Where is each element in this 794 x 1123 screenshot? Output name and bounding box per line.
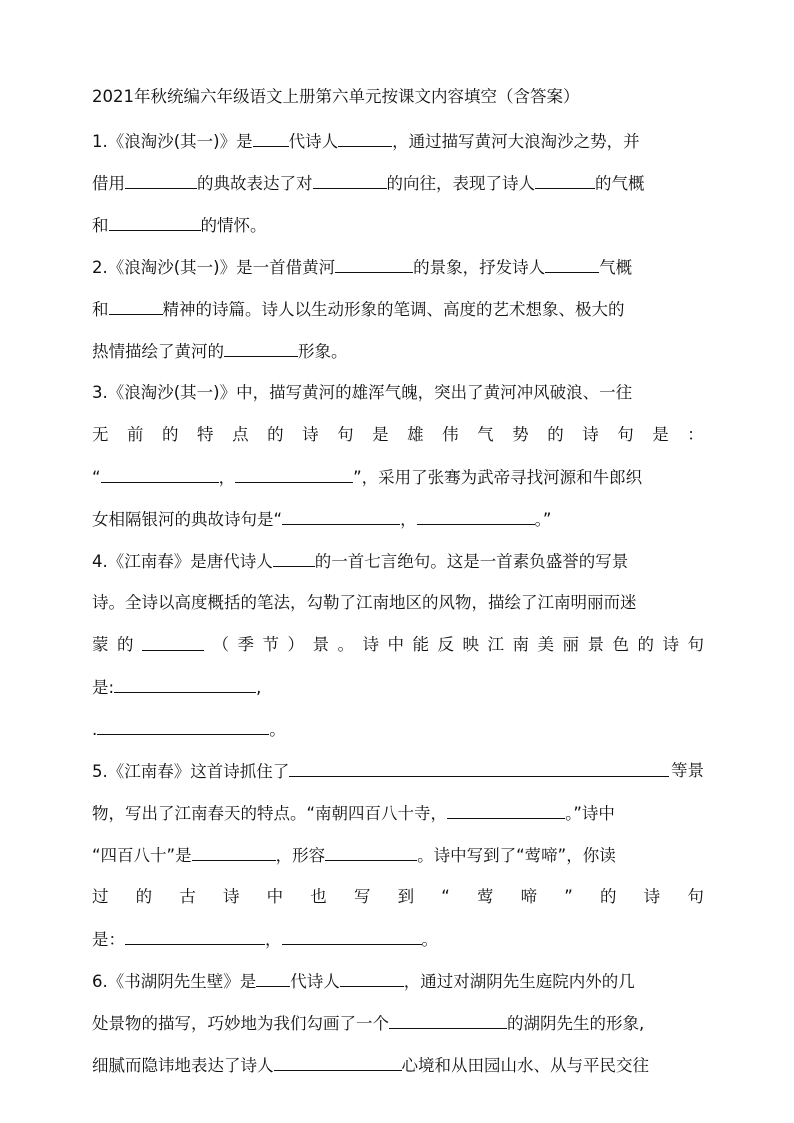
q1-blank-dynasty[interactable] [253,130,289,147]
q3-line-2-char: 势 [512,425,529,444]
q6-text: ，通过对湖阴先生庭院内外的几 [403,972,635,991]
q3-text: ”，采用了张骞为武帝寻找河源和牛郎织 [353,468,643,487]
q2-text: 和 [92,300,109,319]
q6-blank-poet[interactable] [340,970,404,987]
q5-line-4-char: 也 [310,887,327,906]
q5-text: 。 [421,930,438,949]
q4-line-3-char: 季 [237,635,254,654]
q1-text: 的情怀。 [200,216,267,235]
q5-text: 。”诗中 [565,804,615,823]
q6-text: 心境和从田园山水、从与平民交往 [401,1056,649,1075]
q4-line-5 [92,718,704,741]
q5-line-4-char: 的 [135,887,153,906]
q5-line-5 [92,928,704,951]
q5-line-4-char: ” [564,887,573,906]
q3-line-2-char: ： [687,425,704,444]
q4-line-3-char: 蒙 [92,635,109,654]
q6-line-2 [92,1012,704,1035]
q3-text: “ [92,468,101,487]
q4-line-3-char: 中 [387,635,404,654]
q4-line-3-char: 的 [117,635,134,654]
q5-text: 是： [92,930,125,949]
q5-blank-line-a[interactable] [125,928,265,945]
q4-line-3-blank[interactable] [142,634,204,651]
q6-line-1 [92,970,704,993]
q3-text: ， [218,468,236,487]
q4-line-3-char: 能 [412,635,429,654]
q4-line-3-char: 节 [262,635,279,654]
q4-text: , [256,678,262,697]
q5-text: ，形容 [275,846,326,865]
q4-line-4 [92,676,704,699]
q4-line-3-char: 映 [462,635,479,654]
q3-line-2-char: 无 [92,425,109,444]
q6-blank-image[interactable] [389,1012,507,1029]
q5-line-4-char: 的 [600,887,617,906]
q3-line-2-char: 是 [652,425,669,444]
q4-line-3-char: 句 [687,635,704,654]
q4-line-3-char: 景 [312,635,329,654]
q4-line-3-char: （ [212,635,229,654]
q3-line-1: 3.《浪淘沙(其一)》中，描写黄河的雄浑气魄，突出了黄河冲风破浪、一往 [92,383,633,402]
q3-line-2-char: 的 [267,425,284,444]
q2-text: 热情描绘了黄河的 [92,342,224,361]
q5-text: 等景 [671,761,704,780]
q3-line-4 [92,508,704,531]
q5-blank-verse[interactable] [447,802,565,819]
q3-line-2-char: 伟 [442,425,459,444]
q1-blank-allusion[interactable] [125,172,197,189]
q2-line-1 [92,256,704,279]
q3-line-2-char: 诗 [302,425,319,444]
q5-line-4-char: “ [441,887,450,906]
q4-line-3-char: 。 [337,635,354,654]
q4-line-3 [92,634,704,656]
q3-line-2-char: 的 [162,425,179,444]
q6-blank-mood[interactable] [274,1054,402,1071]
q3-line-2-char: 是 [372,425,389,444]
q2-blank-scene[interactable] [335,256,413,273]
q5-blank-describe[interactable] [325,844,417,861]
q5-line-4-char: 到 [397,887,415,906]
q5-text: “四百八十”是 [92,846,192,865]
q4-text: 的一首七言绝句。这是一首素负盛誉的写景 [314,552,629,571]
q4-line-3-char: 南 [512,635,529,654]
q5-line-4-char: 中 [266,887,284,906]
q5-line-2 [92,802,704,825]
q3-line-2-char: 特 [197,425,214,444]
q5-line-4-char: 诗 [222,887,240,906]
q3-blank-allusion-a[interactable] [282,508,400,525]
q6-text: 处景物的描写，巧妙地为我们勾画了一个 [92,1014,389,1033]
q5-line-4-char: 古 [179,887,196,906]
q6-text: 代诗人 [290,972,340,991]
q6-blank-dynasty[interactable] [256,970,290,987]
q5-line-4 [92,886,704,908]
q3-blank-line-a[interactable] [101,466,219,483]
q6-line-3 [92,1054,704,1077]
q5-blank-meaning[interactable] [192,844,276,861]
q3-line-2-char: 雄 [407,425,424,444]
q4-line-3-char: ） [287,635,304,654]
q2-text: 形象。 [298,342,348,361]
q3-text: 。” [534,510,552,529]
q4-line-3-char: 江 [487,635,504,654]
q5-line-4-char: 句 [687,887,704,906]
q2-blank-spirit-2[interactable] [109,298,163,315]
q2-text: 精神的诗篇。诗人以生动形象的笔调、高度的艺术想象、极大的 [162,300,625,319]
q1-blank-poet[interactable] [338,130,392,147]
q3-line-2-char: 句 [337,425,354,444]
q5-text: 。诗中写到了“莺啼”，你读 [417,846,616,865]
q1-line-2 [92,172,704,195]
q3-blank-allusion-b[interactable] [417,508,535,525]
q1-blank-aspiration[interactable] [313,172,387,189]
q4-text: 4.《江南春》是唐代诗人 [92,552,273,571]
q4-blank-poet[interactable] [273,550,315,567]
q1-text: 1.《浪淘沙(其一)》是 [92,132,253,151]
q5-line-4-char: 过 [92,887,109,906]
q4-line-3-char: 丽 [562,635,579,654]
q2-text: 气概 [599,258,633,277]
q5-text: 5.《江南春》这首诗抓住了 [92,762,290,781]
q1-blank-spirit[interactable] [535,172,595,189]
q3-blank-line-b[interactable] [235,466,353,483]
q1-text: 的典故表达了对 [197,174,313,193]
q1-text: 借用 [92,174,125,193]
q4-line-3-char: 景 [587,635,604,654]
q5-line-4-char: 诗 [643,887,661,906]
q5-text: ， [265,930,282,949]
q3-line-2-char: 诗 [582,425,599,444]
q4-line-1 [92,550,704,573]
q6-text: 6.《书湖阴先生壁》是 [92,972,257,991]
q1-text: 的向往，表现了诗人 [386,174,535,193]
q4-line-3-char: 色 [612,635,629,654]
q2-text: 的景象，抒发诗人 [413,258,546,277]
q1-text: 和 [92,216,109,235]
q4-line-2: 诗。全诗以高度概括的笔法，勾勒了江南地区的风物，描绘了江南明丽而迷 [92,593,637,612]
q1-text: 的气概 [595,174,645,193]
q2-line-2 [92,298,704,321]
q4-line-3-char: 美 [537,635,554,654]
q4-blank-line-b[interactable] [97,718,269,735]
q4-blank-line-a[interactable] [114,676,256,693]
q3-line-2-char: 气 [477,425,494,444]
q1-line-1 [92,130,704,153]
q5-text: 物，写出了江南春天的特点。“南朝四百八十寺， [92,804,448,823]
q3-text: 女相隔银河的典故诗句是“ [92,510,283,529]
q2-line-3 [92,340,704,363]
q4-text: 是: [92,678,115,697]
q6-text: 的湖阴先生的形象, [507,1014,645,1033]
q5-line-1 [92,760,704,783]
q4-line-3-char: 反 [437,635,454,654]
q3-line-3 [92,466,704,489]
q6-text: 细腻而隐讳地表达了诗人 [92,1056,274,1075]
q1-text: ，通过描写黄河大浪淘沙之势，并 [392,132,640,151]
q3-line-2 [92,424,704,446]
q4-text: . [92,720,98,739]
q4-line-3-char: 诗 [662,635,679,654]
q5-blank-scenery[interactable] [289,760,669,777]
q1-blank-feeling[interactable] [109,214,201,231]
q5-blank-line-b[interactable] [282,928,422,945]
q4-text: 。 [269,720,286,739]
q3-text: ， [400,510,417,529]
document-title: 2021年秋统编六年级语文上册第六单元按课文内容填空（含答案） [92,87,580,106]
q5-line-4-char: 啼 [520,887,538,906]
q4-line-3-char: 的 [637,635,654,654]
q4-line-3-char: 诗 [362,635,379,654]
q1-line-3 [92,214,704,237]
q5-line-3 [92,844,704,867]
q1-text: 代诗人 [288,132,339,151]
q2-blank-image[interactable] [224,340,298,357]
q5-line-4-char: 写 [353,887,371,906]
q3-line-2-char: 前 [127,425,144,444]
q3-line-2-char: 点 [232,425,249,444]
q5-line-4-char: 莺 [476,887,494,906]
q2-blank-spirit[interactable] [545,256,599,273]
q3-line-2-char: 句 [617,425,634,444]
q2-text: 2.《浪淘沙(其一)》是一首借黄河 [92,258,336,277]
q3-line-2-char: 的 [547,425,564,444]
